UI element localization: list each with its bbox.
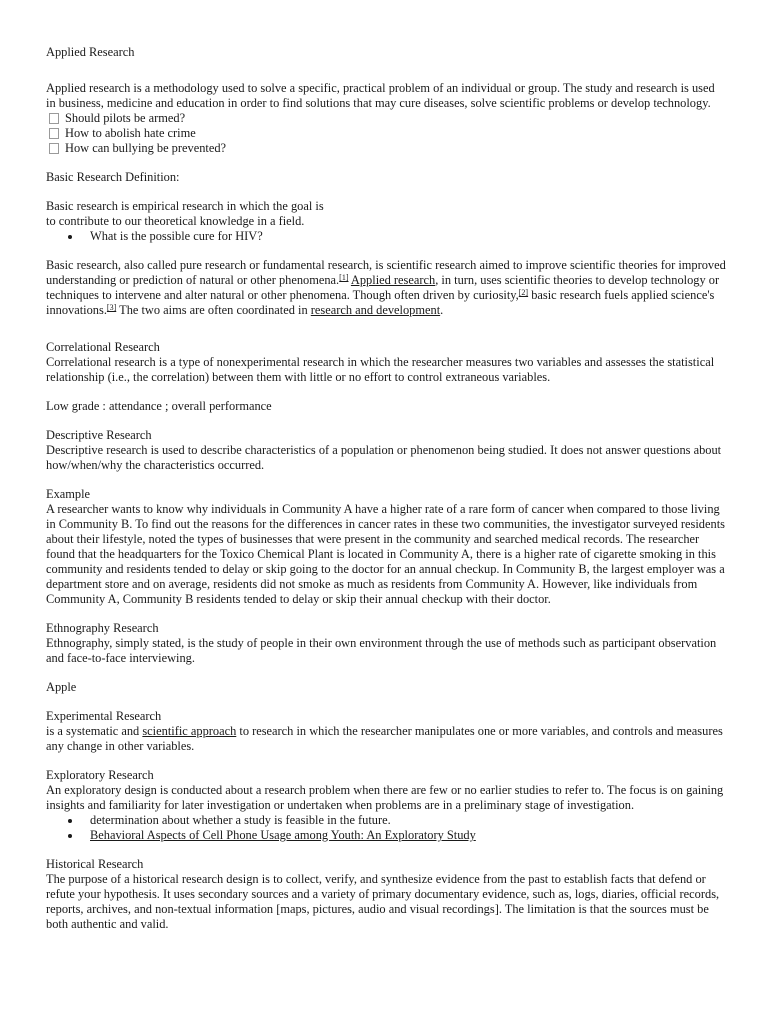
applied-paragraph: Applied research is a methodology used to solve a specific, practical problem of an individual or group. The study and research is used in business, medicine and education in order to find solutions that may cure diseases, solve scientific problems or develop technology. [46, 81, 715, 110]
list-item: Should pilots be armed? [46, 111, 726, 126]
list-item: How can bullying be prevented? [46, 141, 726, 156]
applied-research-link[interactable]: Applied research [350, 273, 436, 287]
ethnography-note: Apple [46, 680, 77, 694]
correlational-heading: Correlational Research [46, 340, 160, 354]
citation-link[interactable]: [2] [518, 288, 529, 297]
list-item: How to abolish hate crime [46, 126, 726, 141]
applied-examples-list [46, 111, 726, 156]
list-item: What is the possible cure for HIV? [46, 229, 726, 244]
basic-paragraph: Basic research, also called pure research or fundamental research, is scientific research aimed to improve scientific theories for improved understanding or prediction of natural or other phenomena.[1] Applied research, in turn, uses scientific theories to develop technology or techniques to intervene and alter natural or other phenomena. Though often driven by curiosity,[2] basic research fuels applied science's innovations.[3] The two aims are often coordinated in research and development. [46, 258, 726, 317]
descriptive-paragraph: Descriptive research is used to describe characteristics of a population or phenomenon being studied. It does not answer questions about how/when/why the characteristics occurred. [46, 443, 722, 472]
basic-examples-list [46, 229, 726, 244]
historical-paragraph: The purpose of a historical research design is to collect, verify, and synthesize evidence from the past to establish facts that defend or refute your hypothesis. It uses secondary sources and a variety of primary documentary evidence, such as, logs, diaries, official records, reports, archives, and non-textual information [maps, pictures, audio and visual recordings]. The limitation is that the sources must be both authentic and valid. [46, 872, 720, 931]
correlational-paragraph: Correlational research is a type of nonexperimental research in which the researcher measures two variables and assesses the statistical relationship (i.e., the correlation) between them with little or no effort to control extraneous variables. [46, 355, 715, 384]
example-paragraph: A researcher wants to know why individuals in Community A have a higher rate of a rare form of cancer when compared to those living in Community B. To find out the reasons for the differences in cancer rates in these two communities, the investigator surveyed residents about their lifestyle, noted the types of businesses that were present in the community and searched medical records. The researcher found that the headquarters for the Toxico Chemical Plant is located in Community A, there is a higher rate of cigarette smoking in this community and residents tended to delay or skip going to the doctor for an annual checkup. In Community B, the largest employer was a department store and on average, residents did not smoke as much as residents from Community A. However, like individuals from Community A, Community B residents tended to delay or skip their annual checkup with their doctor. [46, 502, 725, 606]
exploratory-heading: Exploratory Research [46, 768, 154, 782]
exploratory-study-link[interactable]: Behavioral Aspects of Cell Phone Usage among Youth: An Exploratory Study [90, 828, 476, 842]
experimental-heading: Experimental Research [46, 709, 162, 723]
citation-link[interactable]: [1] [339, 273, 349, 282]
checkbox-glyph-icon [49, 113, 59, 124]
example-heading: Example [46, 487, 91, 501]
list-item [46, 828, 726, 843]
basic-heading: Basic Research Definition: [46, 170, 180, 184]
historical-heading: Historical Research [46, 857, 144, 871]
correlational-example: Low grade : attendance ; overall performance [46, 399, 272, 413]
scientific-approach-link[interactable]: scientific approach [142, 724, 237, 738]
checkbox-glyph-icon [49, 128, 59, 139]
exploratory-paragraph: An exploratory design is conducted about a research problem when there are few or no earlier studies to refer to. The focus is on gaining insights and familiarity for later investigation or undertaken when problems are in a preliminary stage of investigation. [46, 783, 724, 812]
basic-definition: Basic research is empirical research in which the goal is to contribute to our theoretical knowledge in a field. [46, 199, 324, 228]
descriptive-heading: Descriptive Research [46, 428, 152, 442]
research-and-development-link[interactable]: research and development [310, 303, 441, 317]
ethnography-heading: Ethnography Research [46, 621, 159, 635]
citation-link[interactable]: [3] [106, 303, 117, 312]
page-title: Applied Research [46, 45, 135, 59]
ethnography-paragraph: Ethnography, simply stated, is the study of people in their own environment through the use of methods such as participant observation and face-to-face interviewing. [46, 636, 717, 665]
document-body [46, 45, 726, 946]
experimental-paragraph: is a systematic and scientific approach to research in which the researcher manipulates one or more variables, and controls and measures any change in other variables. [46, 724, 723, 753]
exploratory-list [46, 813, 726, 843]
list-item: determination about whether a study is feasible in the future. [46, 813, 726, 828]
checkbox-glyph-icon [49, 143, 59, 154]
